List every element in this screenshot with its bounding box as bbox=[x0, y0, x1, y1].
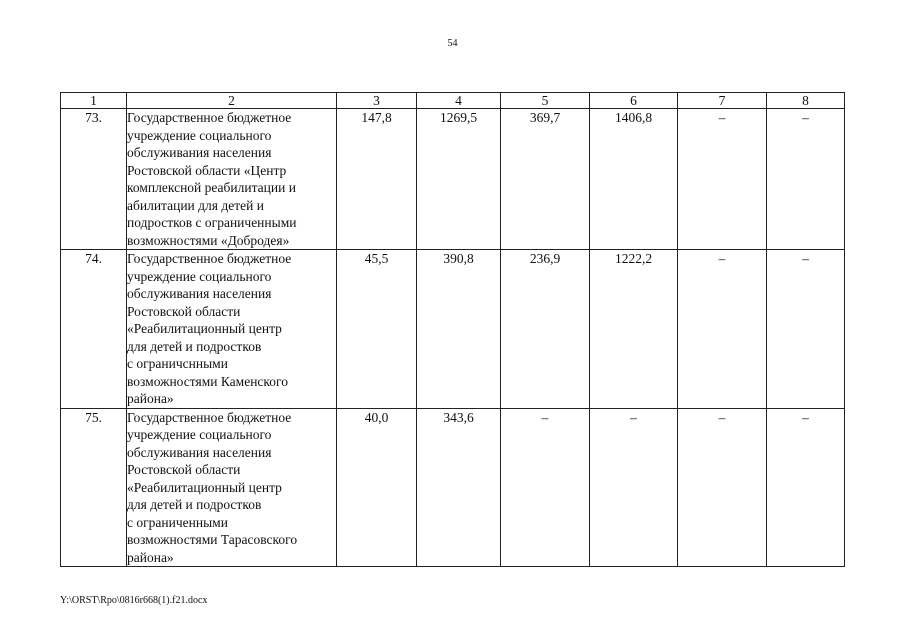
table-row bbox=[61, 250, 845, 409]
value-col-3: 45,5 bbox=[337, 250, 417, 409]
header-col-3: 3 bbox=[337, 93, 417, 109]
header-col-6: 6 bbox=[590, 93, 678, 109]
value-col-7: – bbox=[678, 109, 767, 250]
header-col-8: 8 bbox=[767, 93, 845, 109]
header-col-5: 5 bbox=[501, 93, 590, 109]
header-row bbox=[61, 93, 845, 109]
value-col-8: – bbox=[767, 408, 845, 567]
row-number: 73. bbox=[61, 109, 127, 250]
header-col-1: 1 bbox=[61, 93, 127, 109]
document-file-path: Y:\ORST\Rpo\0816r668(1).f21.docx bbox=[60, 595, 208, 606]
row-number: 74. bbox=[61, 250, 127, 409]
header-col-2: 2 bbox=[127, 93, 337, 109]
value-col-4: 343,6 bbox=[417, 408, 501, 567]
row-number: 75. bbox=[61, 408, 127, 567]
page-number: 54 bbox=[447, 38, 458, 49]
value-col-3: 40,0 bbox=[337, 408, 417, 567]
table-row bbox=[61, 109, 845, 250]
value-col-6: – bbox=[590, 408, 678, 567]
value-col-6: 1406,8 bbox=[590, 109, 678, 250]
institution-name: Государственное бюджетное учреждение социального обслуживания населения Ростовской области «Реабилитационный центр для детей и подростков с ограниченными возможностями Тарасовского района» bbox=[127, 408, 337, 567]
value-col-3: 147,8 bbox=[337, 109, 417, 250]
value-col-4: 390,8 bbox=[417, 250, 501, 409]
value-col-5: – bbox=[501, 408, 590, 567]
header-col-7: 7 bbox=[678, 93, 767, 109]
value-col-7: – bbox=[678, 250, 767, 409]
institution-name: Государственное бюджетное учреждение социального обслуживания населения Ростовской области «Реабилитационный центр для детей и подростков с ограничснными возможностями Каменского района» bbox=[127, 250, 337, 409]
value-col-5: 369,7 bbox=[501, 109, 590, 250]
value-col-7: – bbox=[678, 408, 767, 567]
value-col-8: – bbox=[767, 250, 845, 409]
value-col-5: 236,9 bbox=[501, 250, 590, 409]
value-col-8: – bbox=[767, 109, 845, 250]
table-row bbox=[61, 408, 845, 567]
value-col-6: 1222,2 bbox=[590, 250, 678, 409]
institution-name: Государственное бюджетное учреждение социального обслуживания населения Ростовской области «Центр комплексной реабилитации и абилитации для детей и подростков с ограниченными возможностями «Добродея» bbox=[127, 109, 337, 250]
header-col-4: 4 bbox=[417, 93, 501, 109]
value-col-4: 1269,5 bbox=[417, 109, 501, 250]
data-table bbox=[60, 92, 845, 567]
